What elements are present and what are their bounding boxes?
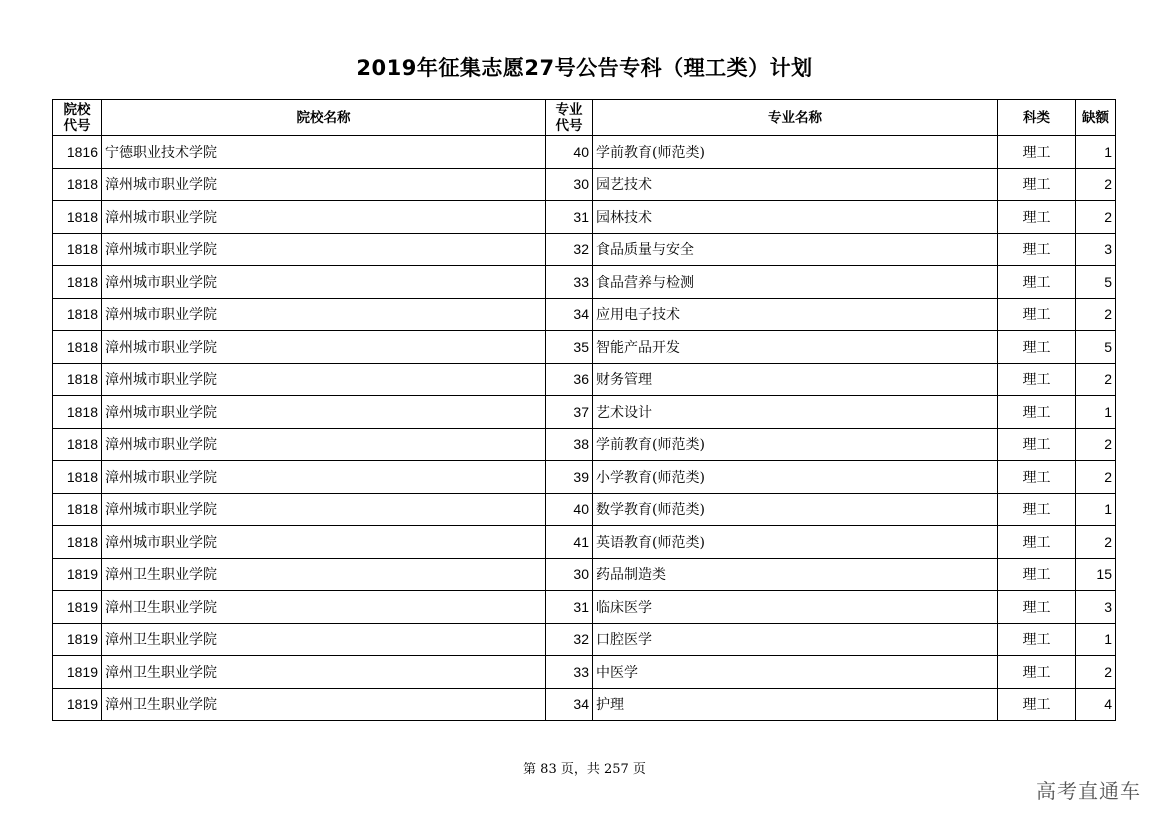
cell-school-code: 1818 [53,428,102,461]
cell-school-name: 漳州卫生职业学院 [102,688,546,721]
cell-school-name: 漳州城市职业学院 [102,168,546,201]
cell-school-name: 漳州卫生职业学院 [102,591,546,624]
cell-major-name: 学前教育(师范类) [593,428,998,461]
cell-school-code: 1818 [53,461,102,494]
cell-major-code: 34 [546,298,593,331]
table-row [53,298,1116,331]
cell-category: 理工 [998,591,1076,624]
cell-major-name: 数学教育(师范类) [593,493,998,526]
cell-school-code: 1819 [53,688,102,721]
cell-category: 理工 [998,688,1076,721]
cell-major-name: 英语教育(师范类) [593,526,998,559]
page-title: 2019年征集志愿27号公告专科（理工类）计划 [356,56,813,80]
cell-major-code: 30 [546,168,593,201]
cell-school-code: 1818 [53,331,102,364]
cell-school-name: 漳州卫生职业学院 [102,558,546,591]
cell-major-code: 31 [546,591,593,624]
cell-major-name: 护理 [593,688,998,721]
cell-major-code: 33 [546,266,593,299]
cell-major-name: 临床医学 [593,591,998,624]
cell-quota: 2 [1076,363,1116,396]
table-row [53,266,1116,299]
cell-quota: 5 [1076,331,1116,364]
cell-major-name: 学前教育(师范类) [593,136,998,169]
cell-category: 理工 [998,136,1076,169]
cell-school-name: 宁德职业技术学院 [102,136,546,169]
cell-quota: 2 [1076,168,1116,201]
cell-major-name: 园艺技术 [593,168,998,201]
cell-school-code: 1818 [53,363,102,396]
cell-school-name: 漳州城市职业学院 [102,461,546,494]
cell-major-name: 中医学 [593,656,998,689]
cell-school-name: 漳州城市职业学院 [102,493,546,526]
cell-major-code: 40 [546,493,593,526]
cell-quota: 2 [1076,656,1116,689]
cell-school-code: 1818 [53,493,102,526]
cell-quota: 2 [1076,526,1116,559]
cell-major-code: 37 [546,396,593,429]
table-row [53,136,1116,169]
cell-school-code: 1819 [53,623,102,656]
watermark: 高考直通车 [1036,779,1141,803]
cell-category: 理工 [998,558,1076,591]
cell-school-name: 漳州卫生职业学院 [102,623,546,656]
cell-school-code: 1819 [53,558,102,591]
cell-school-code: 1818 [53,233,102,266]
cell-category: 理工 [998,201,1076,234]
cell-major-name: 财务管理 [593,363,998,396]
table-body [53,136,1116,721]
cell-major-code: 34 [546,688,593,721]
cell-major-code: 39 [546,461,593,494]
cell-category: 理工 [998,396,1076,429]
cell-quota: 1 [1076,623,1116,656]
cell-quota: 4 [1076,688,1116,721]
cell-school-code: 1818 [53,168,102,201]
cell-school-code: 1818 [53,396,102,429]
table-row [53,688,1116,721]
cell-major-code: 38 [546,428,593,461]
table-row [53,526,1116,559]
cell-quota: 3 [1076,591,1116,624]
table-row [53,591,1116,624]
table-row [53,201,1116,234]
cell-major-name: 药品制造类 [593,558,998,591]
cell-category: 理工 [998,526,1076,559]
cell-major-name: 小学教育(师范类) [593,461,998,494]
cell-school-name: 漳州城市职业学院 [102,428,546,461]
cell-major-code: 32 [546,623,593,656]
page-footer: 第 83 页，共 257 页 [523,762,646,777]
cell-category: 理工 [998,233,1076,266]
cell-school-name: 漳州城市职业学院 [102,396,546,429]
header-major-name: 专业名称 [593,100,998,136]
cell-school-name: 漳州卫生职业学院 [102,656,546,689]
cell-category: 理工 [998,493,1076,526]
table-row [53,331,1116,364]
cell-school-name: 漳州城市职业学院 [102,298,546,331]
header-school-name: 院校名称 [102,100,546,136]
cell-school-code: 1818 [53,526,102,559]
table-row [53,363,1116,396]
cell-major-name: 智能产品开发 [593,331,998,364]
cell-school-name: 漳州城市职业学院 [102,201,546,234]
table-row [53,558,1116,591]
cell-major-name: 食品营养与检测 [593,266,998,299]
table-row [53,396,1116,429]
cell-school-code: 1818 [53,201,102,234]
cell-category: 理工 [998,331,1076,364]
cell-quota: 2 [1076,428,1116,461]
cell-category: 理工 [998,363,1076,396]
cell-category: 理工 [998,168,1076,201]
table-row [53,656,1116,689]
cell-school-code: 1818 [53,266,102,299]
header-category: 科类 [998,100,1076,136]
cell-school-code: 1818 [53,298,102,331]
header-quota: 缺额 [1076,100,1116,136]
cell-school-code: 1819 [53,591,102,624]
cell-school-name: 漳州城市职业学院 [102,331,546,364]
cell-quota: 2 [1076,298,1116,331]
table-row [53,428,1116,461]
cell-major-code: 36 [546,363,593,396]
cell-category: 理工 [998,461,1076,494]
cell-school-name: 漳州城市职业学院 [102,526,546,559]
cell-quota: 15 [1076,558,1116,591]
cell-category: 理工 [998,623,1076,656]
table-row [53,233,1116,266]
cell-major-code: 35 [546,331,593,364]
plan-table [52,99,1116,721]
cell-major-code: 41 [546,526,593,559]
cell-quota: 1 [1076,396,1116,429]
table-row [53,461,1116,494]
table-row [53,168,1116,201]
cell-quota: 2 [1076,201,1116,234]
cell-school-name: 漳州城市职业学院 [102,266,546,299]
cell-category: 理工 [998,266,1076,299]
cell-major-code: 32 [546,233,593,266]
cell-major-code: 40 [546,136,593,169]
cell-category: 理工 [998,298,1076,331]
cell-quota: 2 [1076,461,1116,494]
cell-major-name: 应用电子技术 [593,298,998,331]
cell-major-name: 园林技术 [593,201,998,234]
cell-school-code: 1816 [53,136,102,169]
cell-major-code: 30 [546,558,593,591]
table-row [53,493,1116,526]
table-header-row [53,100,1116,136]
cell-major-code: 31 [546,201,593,234]
header-major-code: 专业代号 [546,100,593,136]
table-row [53,623,1116,656]
header-school-code: 院校代号 [53,100,102,136]
cell-quota: 5 [1076,266,1116,299]
cell-quota: 1 [1076,493,1116,526]
cell-category: 理工 [998,428,1076,461]
cell-quota: 3 [1076,233,1116,266]
cell-school-name: 漳州城市职业学院 [102,363,546,396]
cell-major-name: 艺术设计 [593,396,998,429]
cell-major-name: 口腔医学 [593,623,998,656]
cell-category: 理工 [998,656,1076,689]
cell-quota: 1 [1076,136,1116,169]
cell-major-code: 33 [546,656,593,689]
cell-school-name: 漳州城市职业学院 [102,233,546,266]
cell-major-name: 食品质量与安全 [593,233,998,266]
cell-school-code: 1819 [53,656,102,689]
